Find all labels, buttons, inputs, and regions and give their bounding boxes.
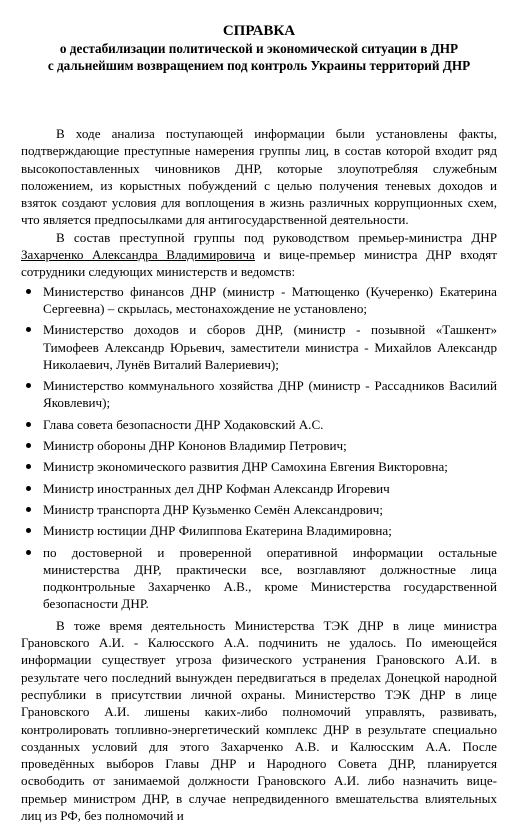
bullet-icon [26,422,31,427]
list-item [21,283,497,318]
list-item-text: Министр обороны ДНР Кононов Владимир Петрович; [43,438,347,454]
document-body [21,125,497,824]
list-item [21,437,497,454]
bullet-icon [26,443,31,448]
bullet-icon [26,550,31,555]
list-item-text: Министр юстиции ДНР Филиппова Екатерина Владимировна; [43,523,392,539]
list-item-text: Министерство коммунального хозяйства ДНР (министр - Рассадников Василий Яковлевич); [43,378,497,411]
list-item [21,480,497,497]
underlined-name: Захарченко Александра Владимировича [21,247,255,263]
list-item-text: Министерство доходов и сборов ДНР, (министр - позывной «Ташкент» Тимофеев Александр Юрьевич, заместители министра - Михайлов Александр Николаевич, Лунёв Виталий Валериевич); [43,322,497,372]
list-item [21,522,497,539]
paragraph-2 [21,229,497,281]
list-item [21,321,497,373]
list-item [21,416,497,433]
list-item [21,501,497,518]
list-item [21,458,497,475]
paragraph-2-end: и вице-премьер министра ДНР входят сотрудники следующих министерств и ведомств: [21,247,498,280]
list-item-text: Министр экономического развития ДНР Самохина Евгения Викторовна; [43,459,448,475]
bullet-icon [26,327,31,332]
list-item-text: Министр транспорта ДНР Кузьменко Семён Александрович; [43,501,384,517]
document-subtitle-line2: с дальнейшим возвращением под контроль Украины территорий ДНР [47,58,471,73]
bullet-icon [26,464,31,469]
ministries-list [21,283,497,613]
paragraph-3: В тоже время деятельность Министерства ТЭК ДНР в лице министра Грановского А.И. - Калюсского А.А. подчинить не удалось. По имеющейся информации существует угроза физического устранения Грановского А.И. в результате чего последний вынужден передвигаться в пределах Донецкой народной республики в присутствии личной охраны. Министерство ТЭК ДНР в лице Грановского А.И. лишены каких-либо полномочий управлять, развивать, контролировать топливно-энергетический комплекс ДНР в результате специально созданных условий для этого Захарченко А.В. и Калюсским А.А. После проведённых выборов Главы ДНР и Народного Совета ДНР, планируется освободить от занимаемой должности Грановского А.И. либо назначить вице-премьер министром ДНР, в случае непредвиденного вмешательства влиятельных лиц из РФ, без полномочий и [21,617,497,823]
bullet-icon [26,528,31,533]
paragraph-1: В ходе анализа поступающей информации были установлены факты, подтверждающие преступные намерения группы лиц, в состав которой входит ряд высокопоставленных чиновников ДНР, которые злоупотребляя служебным положением, из корыстных побуждений с целью получения теневых доходов и взяток создают условия для воплощения в жизнь различных коррупционных схем, что является предпосылками для антигосударственной деятельности. [21,126,497,228]
bullet-icon [26,289,31,294]
list-item-text: Глава совета безопасности ДНР Ходаковский А.С. [43,416,324,432]
list-item-text: по достоверной и проверенной оперативной информации остальные министерства ДНР, практически все, возглавляют должностные лица подконтрольные Захарченко А.В., кроме Министерства государственной безопасности ДНР. [43,544,497,612]
bullet-icon [26,507,31,512]
list-item-text: Министерство финансов ДНР (министр - Матющенко (Кучеренко) Екатерина Сергеевна) – скрылась, местонахождение не установлено; [43,283,497,316]
list-item [21,544,497,613]
list-item [21,377,497,412]
document-subtitle-line1: о дестабилизации политической и экономической ситуации в ДНР [59,41,459,56]
list-item-text: Министр иностранных дел ДНР Кофман Александр Игоревич [43,480,390,496]
paragraph-2-start: В состав преступной группы под руководством премьер-министра ДНР [56,229,497,245]
bullet-icon [26,486,31,491]
document-title: СПРАВКА [222,23,296,39]
bullet-icon [26,383,31,388]
